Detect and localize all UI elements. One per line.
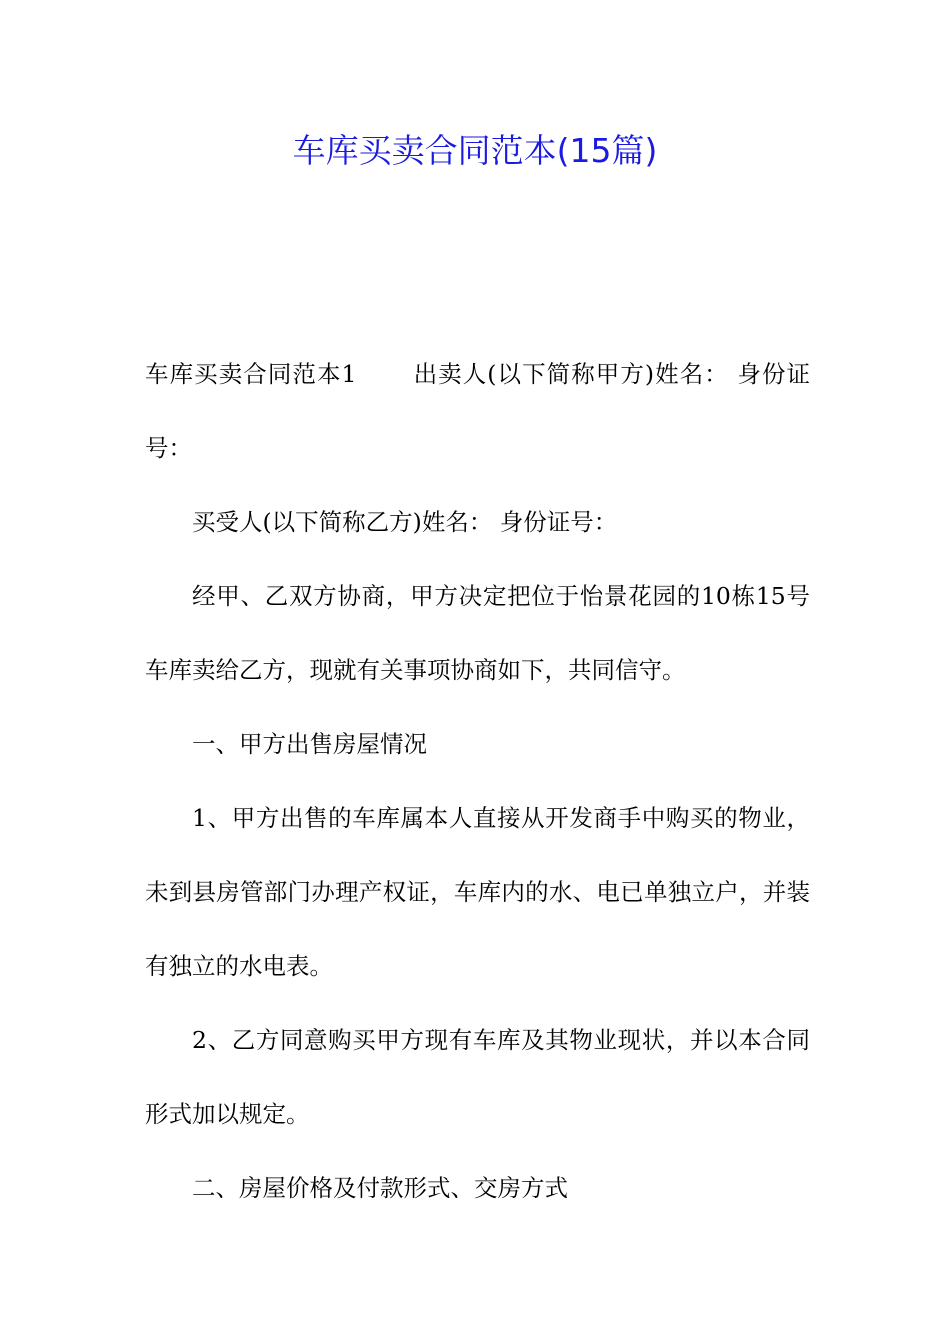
document-body <box>145 337 810 1225</box>
section-heading-2: 二、房屋价格及付款形式、交房方式 <box>192 1174 568 1202</box>
section-heading-1: 一、甲方出售房屋情况 <box>192 730 427 758</box>
contract-heading: 车库买卖合同范本1 <box>145 360 357 388</box>
clause-2: 2、乙方同意购买甲方现有车库及其物业现状，并以本合同形式加以规定。 <box>145 1026 810 1128</box>
paragraph-seller <box>145 337 810 485</box>
paragraph-buyer: 买受人(以下简称乙方)姓名： 身份证号： <box>192 508 618 536</box>
document-title: 车库买卖合同范本(15篇) <box>292 131 658 170</box>
seller-info: 出卖人(以下简称甲方)姓名： 身份证号： <box>145 360 811 462</box>
clause-1: 1、甲方出售的车库属本人直接从开发商手中购买的物业，未到县房管部门办理产权证，车库内的水、电已单独立户，并装有独立的水电表。 <box>145 804 810 980</box>
paragraph-agreement: 经甲、乙双方协商，甲方决定把位于怡景花园的10栋15号车库卖给乙方，现就有关事项协商如下，共同信守。 <box>145 582 810 684</box>
